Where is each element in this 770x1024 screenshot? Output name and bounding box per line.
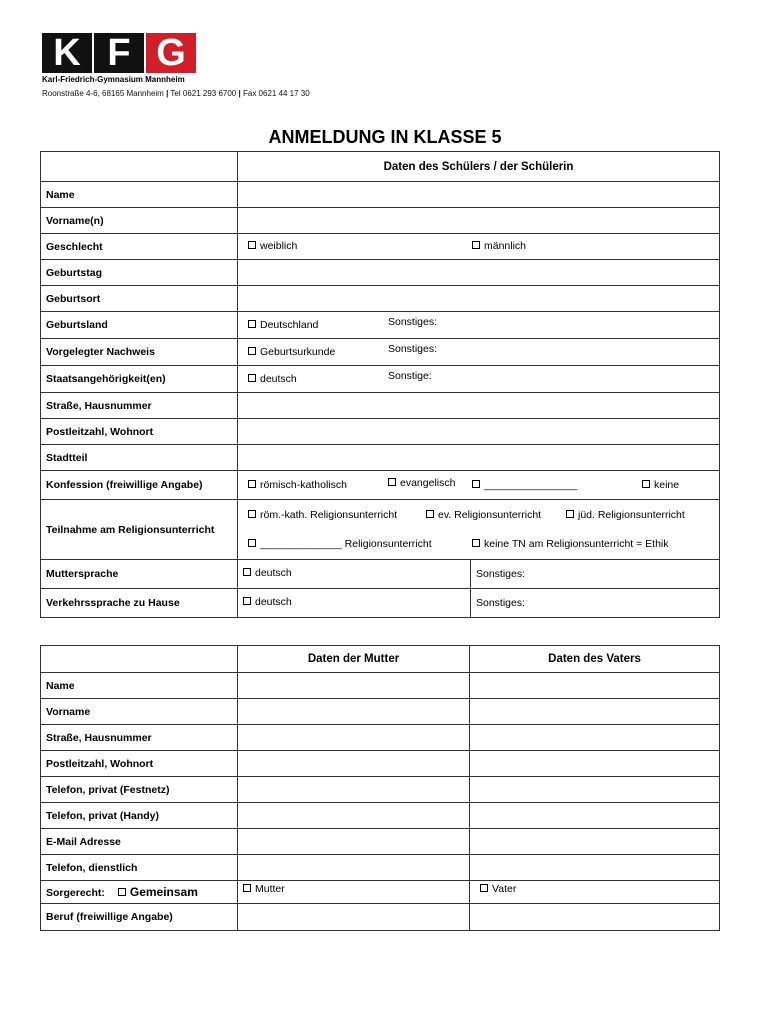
- option-label: ev. Religionsunterricht: [438, 509, 542, 521]
- school-address-line: [42, 89, 310, 98]
- option-verkehrssprache-deutsch[interactable]: [243, 596, 292, 608]
- checkbox-icon[interactable]: [472, 241, 480, 249]
- label-verkehrssprache: Verkehrssprache zu Hause: [41, 589, 238, 618]
- option-other-reli[interactable]: [248, 538, 432, 550]
- option-label: Mutter: [255, 883, 285, 895]
- option-label: deutsch: [255, 596, 292, 608]
- label-parent-row: E-Mail Adresse: [41, 829, 238, 855]
- logo-school-name: Karl-Friedrich-Gymnasium Mannheim: [42, 75, 185, 84]
- field-sorgerecht-vater: [470, 881, 720, 904]
- student-table: [40, 151, 720, 618]
- option-label: ________________: [484, 479, 578, 491]
- option-roem-kath-reli[interactable]: [248, 509, 397, 521]
- checkbox-icon[interactable]: [472, 480, 480, 488]
- empty-header-cell: [41, 646, 238, 673]
- field-sorgerecht-mutter: [238, 881, 470, 904]
- checkbox-icon[interactable]: [472, 539, 480, 547]
- label-parent-row: Vorname: [41, 699, 238, 725]
- field-strasse[interactable]: [238, 393, 720, 419]
- option-label: keine TN am Religionsunterricht = Ethik: [484, 538, 669, 550]
- field-father[interactable]: [470, 725, 720, 751]
- empty-header-cell: [41, 152, 238, 182]
- label-vorname: Vorname(n): [41, 208, 238, 234]
- field-father[interactable]: [470, 829, 720, 855]
- checkbox-icon[interactable]: [480, 884, 488, 892]
- option-maennlich[interactable]: [472, 240, 526, 252]
- option-label: deutsch: [260, 373, 297, 385]
- label-sorgerecht: [41, 881, 238, 904]
- field-muttersprache-deutsch[interactable]: [238, 560, 471, 589]
- option-label: Vater: [492, 883, 517, 895]
- option-roemisch-katholisch[interactable]: [248, 479, 347, 491]
- label-parent-row: Name: [41, 673, 238, 699]
- field-muttersprache-other[interactable]: Sonstiges:: [471, 560, 720, 589]
- checkbox-icon[interactable]: [248, 539, 256, 547]
- field-mother[interactable]: [238, 751, 470, 777]
- label-beruf: Beruf (freiwillige Angabe): [41, 904, 238, 931]
- label-parent-row: Telefon, dienstlich: [41, 855, 238, 881]
- option-ev-reli[interactable]: [426, 509, 541, 521]
- field-mother[interactable]: [238, 673, 470, 699]
- option-keine[interactable]: [642, 479, 679, 491]
- option-label: Geburtsurkunde: [260, 346, 336, 358]
- mother-section-heading: Daten der Mutter: [238, 646, 470, 673]
- checkbox-icon[interactable]: [243, 568, 251, 576]
- other-staatsangehoerigkeit[interactable]: Sonstige:: [388, 370, 432, 382]
- field-plz[interactable]: [238, 419, 720, 445]
- label-geschlecht: Geschlecht: [41, 234, 238, 260]
- field-staatsangehoerigkeit: [238, 366, 720, 393]
- option-label: männlich: [484, 240, 527, 252]
- option-label: evangelisch: [400, 477, 456, 489]
- option-label: römisch-katholisch: [260, 479, 347, 491]
- school-logo: [42, 33, 196, 84]
- checkbox-icon[interactable]: [248, 320, 256, 328]
- logo-letter-f: F: [94, 33, 144, 73]
- label-stadtteil: Stadtteil: [41, 445, 238, 471]
- option-label: jüd. Religionsunterricht: [578, 509, 685, 521]
- field-geburtsort[interactable]: [238, 286, 720, 312]
- label-parent-row: Telefon, privat (Festnetz): [41, 777, 238, 803]
- option-deutsch[interactable]: [248, 373, 297, 385]
- checkbox-icon[interactable]: [118, 888, 126, 896]
- other-nachweis[interactable]: Sonstiges:: [388, 343, 438, 355]
- field-father[interactable]: [470, 855, 720, 881]
- label-nachweis: Vorgelegter Nachweis: [41, 339, 238, 366]
- option-label: weiblich: [260, 240, 298, 252]
- other-geburtsland[interactable]: Sonstiges:: [388, 316, 438, 328]
- field-father[interactable]: [470, 673, 720, 699]
- option-deutschland[interactable]: [248, 319, 318, 331]
- option-label: deutsch: [255, 567, 292, 579]
- label-konfession: Konfession (freiwillige Angabe): [41, 471, 238, 500]
- checkbox-icon[interactable]: [243, 597, 251, 605]
- field-religionsunterricht: [238, 500, 720, 560]
- option-label: röm.-kath. Religionsunterricht: [260, 509, 398, 521]
- option-ethik[interactable]: [472, 538, 669, 550]
- option-gemeinsam[interactable]: [118, 885, 198, 899]
- checkbox-icon[interactable]: [248, 374, 256, 382]
- label-parent-row: Telefon, privat (Handy): [41, 803, 238, 829]
- option-label: ______________ Religionsunterricht: [260, 538, 432, 550]
- label-name: Name: [41, 182, 238, 208]
- field-mother[interactable]: [238, 699, 470, 725]
- phone: Tel 0621 293 6700: [170, 89, 237, 98]
- checkbox-icon[interactable]: [642, 480, 650, 488]
- field-mother[interactable]: [238, 829, 470, 855]
- field-father[interactable]: [470, 777, 720, 803]
- field-verkehrssprache-deutsch[interactable]: [238, 589, 471, 618]
- label-parent-row: Postleitzahl, Wohnort: [41, 751, 238, 777]
- option-label: Gemeinsam: [129, 885, 198, 899]
- label-muttersprache: Muttersprache: [41, 560, 238, 589]
- field-father[interactable]: [470, 904, 720, 931]
- label-geburtsland: Geburtsland: [41, 312, 238, 339]
- label-strasse: Straße, Hausnummer: [41, 393, 238, 419]
- separator: |: [166, 89, 169, 98]
- label-parent-row: Straße, Hausnummer: [41, 725, 238, 751]
- option-geburtsurkunde[interactable]: [248, 346, 335, 358]
- option-mutter[interactable]: [243, 883, 285, 895]
- label-religionsunterricht: Teilnahme am Religionsunterricht: [41, 500, 238, 560]
- checkbox-icon[interactable]: [426, 510, 434, 518]
- option-vater[interactable]: [480, 883, 516, 895]
- checkbox-icon[interactable]: [248, 347, 256, 355]
- field-vorname[interactable]: [238, 208, 720, 234]
- fax: Fax 0621 44 17 30: [242, 89, 310, 98]
- checkbox-icon[interactable]: [248, 510, 256, 518]
- label-plz: Postleitzahl, Wohnort: [41, 419, 238, 445]
- field-father[interactable]: [470, 751, 720, 777]
- separator: |: [238, 89, 241, 98]
- checkbox-icon[interactable]: [566, 510, 574, 518]
- field-mother[interactable]: [238, 803, 470, 829]
- field-name[interactable]: [238, 182, 720, 208]
- option-label: keine: [654, 479, 680, 491]
- field-konfession: [238, 471, 720, 500]
- field-mother[interactable]: [238, 777, 470, 803]
- parents-table: [40, 645, 720, 931]
- address: Roonstraße 4-6, 68165 Mannheim: [42, 89, 164, 98]
- field-verkehrssprache-other[interactable]: Sonstiges:: [471, 589, 720, 618]
- field-nachweis: [238, 339, 720, 366]
- label-staatsangehoerigkeit: Staatsangehörigkeit(en): [41, 366, 238, 393]
- father-section-heading: Daten des Vaters: [470, 646, 720, 673]
- field-mother[interactable]: [238, 904, 470, 931]
- option-muttersprache-deutsch[interactable]: [243, 567, 292, 579]
- checkbox-icon[interactable]: [388, 478, 396, 486]
- field-stadtteil[interactable]: [238, 445, 720, 471]
- field-mother[interactable]: [238, 855, 470, 881]
- logo-letter-k: K: [42, 33, 92, 73]
- option-jued-reli[interactable]: [566, 509, 685, 521]
- option-evangelisch[interactable]: [388, 477, 455, 489]
- student-section-heading: Daten des Schülers / der Schülerin: [238, 152, 720, 182]
- label-geburtstag: Geburtstag: [41, 260, 238, 286]
- page-title: ANMELDUNG IN KLASSE 5: [268, 127, 502, 147]
- label-geburtsort: Geburtsort: [41, 286, 238, 312]
- option-konfession-other[interactable]: [472, 479, 577, 491]
- sorgerecht-label: Sorgerecht:: [46, 887, 105, 899]
- field-mother[interactable]: [238, 725, 470, 751]
- field-father[interactable]: [470, 699, 720, 725]
- logo-letter-g: G: [146, 33, 196, 73]
- field-geburtstag[interactable]: [238, 260, 720, 286]
- option-label: Deutschland: [260, 319, 319, 331]
- field-father[interactable]: [470, 803, 720, 829]
- checkbox-icon[interactable]: [243, 884, 251, 892]
- checkbox-icon[interactable]: [248, 480, 256, 488]
- field-geburtsland: [238, 312, 720, 339]
- checkbox-icon[interactable]: [248, 241, 256, 249]
- field-geschlecht: [238, 234, 720, 260]
- option-weiblich[interactable]: [248, 240, 297, 252]
